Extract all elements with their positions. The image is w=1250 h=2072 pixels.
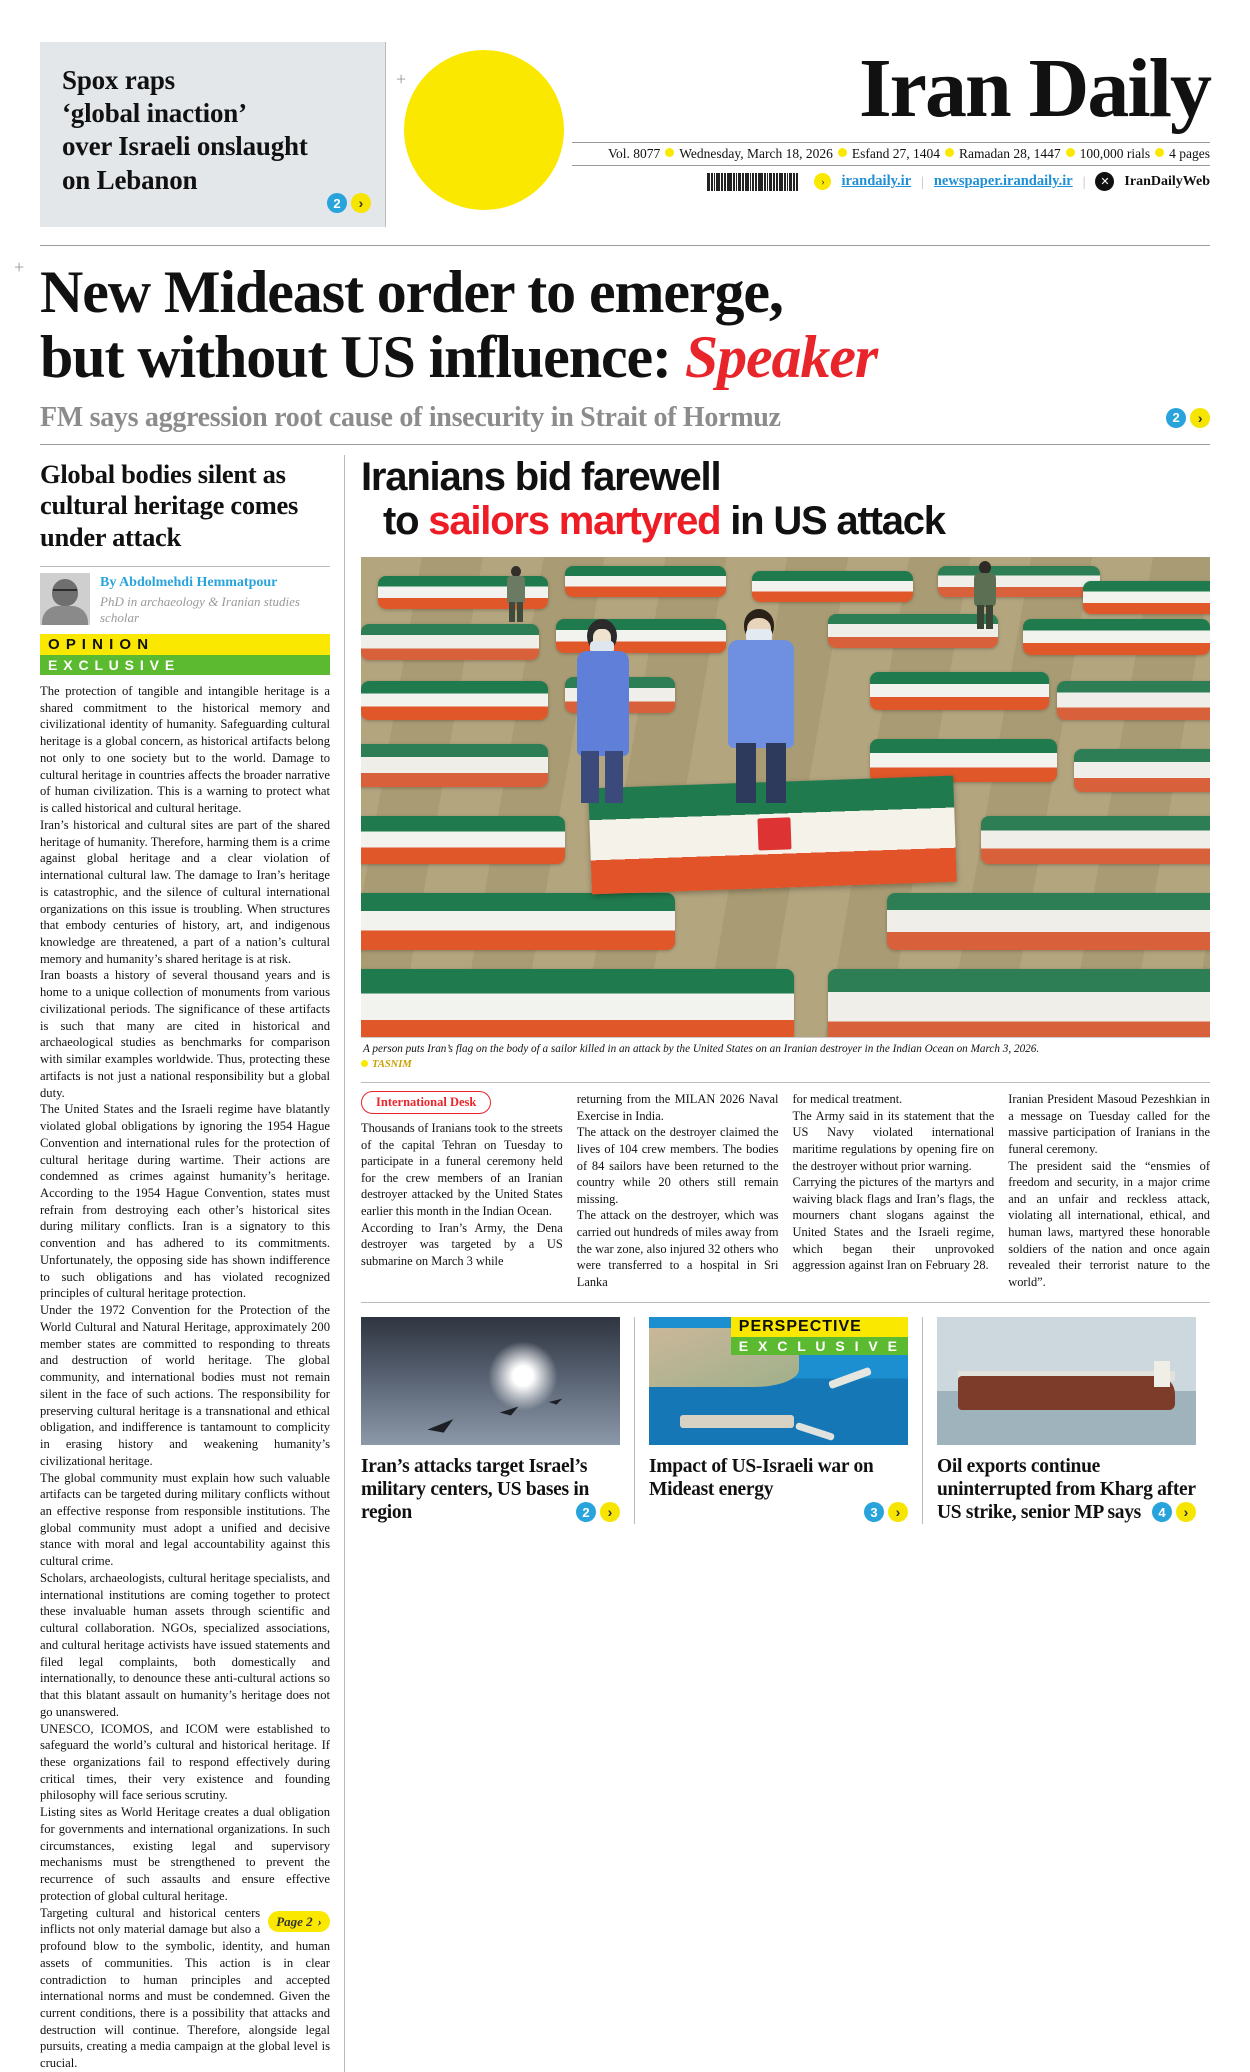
photo-credit xyxy=(361,1059,1210,1070)
author-role: PhD in archaeology & Iranian studies scholar xyxy=(100,593,300,625)
story-paragraph: for medical treatment. xyxy=(792,1092,903,1107)
gregorian-date: Wednesday, March 18, 2026 xyxy=(679,146,833,162)
page-number-badge: 2 xyxy=(1166,408,1186,428)
masthead-links-line xyxy=(572,172,1210,191)
page-number-badge: 4 xyxy=(1152,1502,1172,1522)
opinion-exclusive-banner xyxy=(40,634,330,675)
volume-number: Vol. 8077 xyxy=(608,146,661,162)
chevron-right-icon: › xyxy=(317,1913,322,1929)
oil-tanker-icon xyxy=(958,1376,1176,1409)
rule-below-story xyxy=(361,1302,1210,1303)
photo-credit-label: TASNIM xyxy=(372,1059,412,1071)
opinion-tag-label: O P I N I O N xyxy=(48,635,150,653)
lead-headline-line2 xyxy=(40,325,1210,390)
crop-mark-left: + xyxy=(14,257,25,277)
teaser-line-2: ‘global inaction’ xyxy=(62,98,247,129)
rule-below-lead xyxy=(40,444,1210,445)
masthead-info-line xyxy=(572,142,1210,166)
page-number-badge: 3 xyxy=(864,1502,884,1522)
main-headline-line2-a: to xyxy=(383,498,429,543)
chevron-right-icon: › xyxy=(351,193,371,213)
story-paragraph: According to Iran’s Army, the Dena destroyer was targeted by a US submarine on March 3 while xyxy=(361,1220,563,1268)
story-column-3 xyxy=(793,1091,995,1290)
photo-person-distant xyxy=(505,566,527,622)
main-story-photo xyxy=(361,557,1210,1037)
teaser-image-tanker xyxy=(937,1317,1196,1445)
publication-logo[interactable]: Iran Daily xyxy=(858,42,1210,135)
chevron-right-icon: › xyxy=(600,1502,620,1522)
lead-headline-line1: New Mideast order to emerge, xyxy=(40,259,783,325)
author-name: By Abdolmehdi Hemmatpour xyxy=(100,574,278,590)
price: 100,000 rials xyxy=(1079,146,1151,162)
header-teaser-text xyxy=(62,64,365,197)
story-paragraph: The Army said in its statement that the US Navy violated international maritime regulations by opening fire on the destroyer without prior warning. xyxy=(792,1108,995,1173)
main-story-headline[interactable] xyxy=(361,455,1210,543)
hijri-date: Ramadan 28, 1447 xyxy=(959,146,1061,162)
divider: | xyxy=(921,173,924,189)
x-social-icon[interactable]: ✕ xyxy=(1095,172,1114,191)
story-paragraph: The president said the “ensmies of freedom and security, in a major crime and an unfair and reckless attack, violating all international, ethical, and human laws, martyred these honorable soldiers of the nation and once again revealed their terrorist nature to the world”. xyxy=(1008,1158,1210,1289)
crop-mark-top: + xyxy=(396,69,407,89)
dot-separator-icon xyxy=(361,1060,368,1067)
teaser-line-1: Spox raps xyxy=(62,65,175,95)
opinion-paragraph: The United States and the Israeli regime have blatantly violated global obligations by ignoring the 1954 Hague Convention and international rules for the protection of cultural heritage during wartime. Their actions are condemned as crimes against humanity’s heritage. According to the 1954 Hague Convention, states must refrain from destroying each other’s historical sites during military conflicts. Iran is a signatory to this convention and has adhered to its commitments. Unfortunately, the opposing side has shown indifference to such obligations and has violated recognized principles of cultural heritage protection. xyxy=(40,1102,330,1301)
story-paragraph: returning from the MILAN 2026 Naval Exercise in India. xyxy=(576,1092,779,1123)
opinion-byline xyxy=(100,573,330,626)
lead-headline[interactable] xyxy=(40,246,1210,390)
opinion-paragraph: Iran boasts a history of several thousand years and is home to a unique collection of monuments from various civilizational periods. The significance of these artifacts is such that many are cited in historical and archaeological studies as benchmarks for comparison with similar examples worldwide. Thus, protecting these artifacts is not just a national responsibility but a global duty. xyxy=(40,968,330,1100)
opinion-paragraph: The global community must explain how such valuable artifacts can be targeted during military conflicts without an effective response from responsible institutions. The global community must adopt a unified and decisive stance with moral and legal accountability against this cultural crime. xyxy=(40,1470,330,1569)
quay-shape xyxy=(680,1415,794,1428)
page-count: 4 pages xyxy=(1169,146,1210,162)
main-headline-line2-b: in US attack xyxy=(720,498,945,543)
iran-emblem-icon xyxy=(758,817,792,850)
author-avatar xyxy=(40,573,90,625)
perspective-flag xyxy=(731,1317,908,1355)
teaser-page-badge[interactable] xyxy=(576,1502,620,1522)
exclusive-tag-label: E X C L U S I V E xyxy=(48,656,176,673)
avatar-glasses-icon xyxy=(53,589,77,595)
page-number-badge: 2 xyxy=(576,1502,596,1522)
story-column-2 xyxy=(577,1091,779,1290)
chevron-right-icon: › xyxy=(1190,408,1210,428)
teaser-title: Iran’s attacks target Israel’s military centers, US bases in region xyxy=(361,1456,589,1524)
opinion-paragraph: Iran’s historical and cultural sites are part of the shared heritage of humanity. Therefore, harming them is a crime against global heritage and a clear violation of international cultural law. The damage to Iran’s heritage is catastrophic, and the silence of cultural international organizations on this issue is troubling. When structures that embody centuries of history, art, and indigenous knowledge are threatened, a part of a nation’s cultural memory and humanity’s shared heritage is at risk. xyxy=(40,817,330,966)
newspaper-archive-link[interactable]: newspaper.irandaily.ir xyxy=(933,173,1073,190)
photo-person-left xyxy=(573,619,633,804)
main-columns xyxy=(40,455,1210,2072)
newspaper-front-page xyxy=(0,42,1250,2071)
opinion-paragraph: UNESCO, ICOMOS, and ICOM were established to safeguard the world’s cultural and historical heritage. If these organizations fail to respond effectively during critical times, their very existence and founding philosophy will face serious scrutiny. xyxy=(40,1721,330,1803)
photo-person-distant xyxy=(972,561,998,629)
main-headline-line2 xyxy=(361,499,1210,543)
sun-glow-icon xyxy=(488,1341,558,1411)
chevron-right-icon: › xyxy=(1176,1502,1196,1522)
teaser-page-badge[interactable] xyxy=(327,193,371,213)
jet-icon xyxy=(549,1399,564,1407)
jet-icon xyxy=(499,1407,520,1419)
story-column-1 xyxy=(361,1091,563,1290)
opinion-paragraph: Under the 1972 Convention for the Protection of the World Cultural and Natural Heritage, approximately 200 member states are committed to responding to threats and destruction of world heritage. The global community, and international bodies must not remain silent in the face of such actions. The responsibility for preserving cultural heritage is a transnational and ethical obligation, and indifference is tantamount to complicity in erasing history and weakening humanity’s civilizational heritage. xyxy=(40,1303,330,1468)
ship-icon xyxy=(795,1422,835,1441)
dot-separator-icon xyxy=(1066,148,1075,157)
ship-icon xyxy=(828,1366,872,1389)
main-headline-emphasis: sailors martyred xyxy=(428,498,721,543)
exclusive-tag xyxy=(40,655,330,675)
opinion-column xyxy=(40,455,345,2072)
lead-subheadline-row xyxy=(40,402,1210,434)
bottom-teaser-1[interactable] xyxy=(361,1317,634,1524)
bottom-teaser-2[interactable] xyxy=(634,1317,922,1524)
social-handle[interactable]: IranDailyWeb xyxy=(1124,173,1210,189)
masthead-right xyxy=(385,42,1210,227)
exclusive-label: E X C L U S I V E xyxy=(731,1337,908,1355)
teaser-image-coast xyxy=(649,1317,908,1445)
story-paragraph: Thousands of Iranians took to the streets of the capital Tehran on Tuesday to participate in a funeral ceremony held for the crew members of an Iranian destroyer attacked by the United States earlier this month in the Indian Ocean. xyxy=(361,1120,563,1218)
avatar-body-shape xyxy=(42,606,88,625)
opinion-byline-row xyxy=(40,566,330,626)
photo-caption: A person puts Iran’s flag on the body of a sailor killed in an attack by the United States on an Iranian destroyer in the Indian Ocean on March 3, 2026. xyxy=(361,1037,1210,1057)
main-story-column xyxy=(345,455,1210,2072)
dot-separator-icon xyxy=(945,148,954,157)
opinion-tag xyxy=(40,634,330,655)
opinion-page-label: Page 2 xyxy=(276,1913,313,1929)
rule-above-story xyxy=(361,1082,1210,1083)
lead-headline-emphasis: Speaker xyxy=(684,323,878,390)
story-paragraph: The attack on the destroyer, which was carried out hundreds of miles away from the war zone, also injured 32 others who were transferred to a hospital in Sri Lanka xyxy=(576,1208,779,1289)
story-column-4 xyxy=(1008,1091,1210,1290)
opinion-page-link[interactable] xyxy=(268,1911,330,1932)
bottom-teaser-3[interactable] xyxy=(922,1317,1210,1524)
dot-separator-icon xyxy=(838,148,847,157)
teaser-title: Impact of US-Israeli war on Mideast energy xyxy=(649,1456,874,1501)
website-link[interactable]: irandaily.ir xyxy=(841,173,912,190)
barcode-icon xyxy=(707,173,798,191)
main-story-body xyxy=(361,1091,1210,1290)
opinion-body xyxy=(40,683,330,2072)
teaser-page-badge[interactable] xyxy=(864,1502,908,1522)
story-paragraph: The attack on the destroyer claimed the lives of 104 crew members. The bodies of 84 sailors have been returned to the country while 20 others still remain missing. xyxy=(576,1125,779,1206)
lead-headline-line2-text: but without US influence: xyxy=(40,323,685,390)
masthead-header xyxy=(40,42,1210,227)
chevron-right-icon: › xyxy=(888,1502,908,1522)
bottom-teasers xyxy=(361,1317,1210,1524)
desk-pill: International Desk xyxy=(361,1091,491,1114)
persian-date: Esfand 27, 1404 xyxy=(851,146,941,162)
sun-logo-icon xyxy=(404,50,564,210)
header-teaser-box[interactable] xyxy=(40,42,385,227)
tanker-bridge-shape xyxy=(1154,1361,1170,1387)
story-paragraph: Iranian President Masoud Pezeshkian in a message on Tuesday called for the massive participation of Iranians in the funeral ceremony. xyxy=(1008,1092,1210,1156)
divider: | xyxy=(1082,173,1086,189)
dot-separator-icon xyxy=(665,148,674,157)
jet-icon xyxy=(428,1419,457,1438)
opinion-paragraph: The protection of tangible and intangible heritage is a shared commitment to the historical memory and civilizational identity of humanity. Safeguarding cultural heritage is a global concern, as historical artifacts belong not only to one society but to the world. Damage to cultural heritage in countries affects the broader narrative of human civilization. This is a warning to protect what is called historical and cultural heritage. xyxy=(40,683,330,816)
teaser-title: Oil exports continue uninterrupted from Kharg after US strike, senior MP says xyxy=(937,1456,1196,1524)
teaser-line-4: on Lebanon xyxy=(62,164,198,195)
opinion-title[interactable]: Global bodies silent as cultural heritage comes under attack xyxy=(40,458,299,553)
photo-person-right xyxy=(726,609,798,809)
masthead-text-block xyxy=(572,42,1210,227)
lead-page-badge[interactable] xyxy=(1166,408,1210,428)
opinion-paragraph-text: Targeting cultural and historical centers inflicts not only material damage but also a profound blow to the symbolic, identity, and human assets of communities. This action is in clear contradiction to human principles and accepted international norms and must be condemned. Given the current conditions, there is a possibility that attacks and destruction will continue. Therefore, alongside legal pursuits, creating a media campaign at the global level is crucial. xyxy=(40,1905,330,2071)
opinion-paragraph: Scholars, archaeologists, cultural heritage specialists, and international institutions are coming together to protect these invaluable human assets through scientific and cultural collaboration. NGOs, specialized associations, and cultural heritage activists have issued statements and filed legal complaints, both domestically and internationally, to denounce these anti-cultural actions so that this blatant assault on humanity’s heritage does not go unanswered. xyxy=(40,1570,330,1719)
chevron-right-icon: › xyxy=(814,173,831,190)
opinion-paragraph-last xyxy=(40,1905,330,2072)
perspective-label: PERSPECTIVE xyxy=(731,1317,908,1337)
story-paragraph: Carrying the pictures of the martyrs and waiving black flags and Iran’s flags, the mourners chant slogans against the United States and the Israeli regime, which began their unprovoked aggression against Iran on February 28. xyxy=(792,1175,995,1273)
teaser-line-3: over Israeli onslaught xyxy=(62,131,308,162)
page-number-badge: 2 xyxy=(327,193,347,213)
opinion-paragraph: Listing sites as World Heritage creates a dual obligation for governments and international organizations. In such circumstances, existing legal and supervisory mechanisms must be strengthened to prevent the recurrence of such assaults and ensure effective protection of global cultural heritage. xyxy=(40,1805,330,1903)
main-headline-line1: Iranians bid farewell xyxy=(361,454,721,499)
lead-subheadline: FM says aggression root cause of insecurity in Strait of Hormuz xyxy=(40,401,781,433)
dot-separator-icon xyxy=(1155,148,1164,157)
teaser-page-badge[interactable] xyxy=(1152,1502,1196,1522)
teaser-image-jets xyxy=(361,1317,620,1445)
